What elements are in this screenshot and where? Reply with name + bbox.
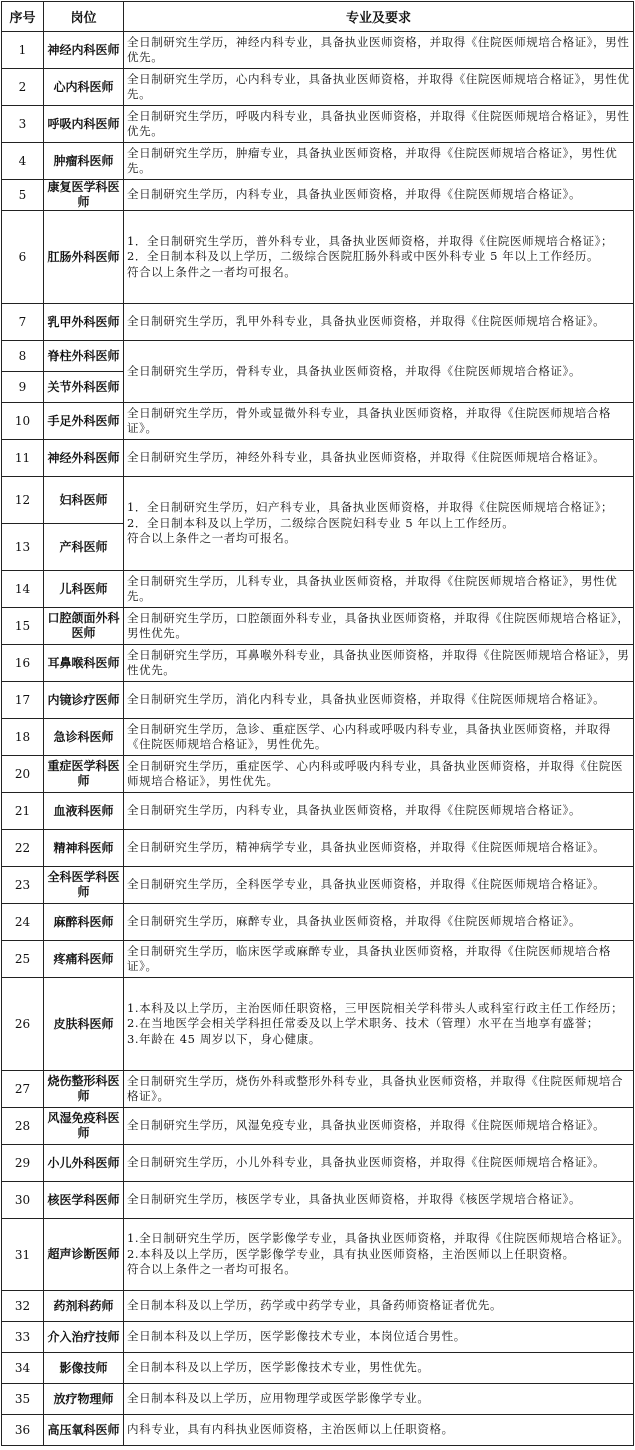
requirements-cell (124, 941, 634, 978)
header-no: 序号 (2, 2, 44, 32)
requirements-cell (124, 403, 634, 440)
requirement-line: 全日制研究生学历，呼吸内科专业，具备执业医师资格，并取得《住院医师规培合格证》，男性优先。 (127, 108, 630, 138)
position-name: 呼吸内科医师 (44, 106, 124, 143)
position-name: 心内科医师 (44, 69, 124, 106)
table-row (2, 403, 634, 440)
table-row (2, 1071, 634, 1108)
position-name: 放疗物理师 (44, 1384, 124, 1415)
row-number: 33 (2, 1322, 44, 1353)
row-number: 30 (2, 1182, 44, 1219)
table-row (2, 106, 634, 143)
row-number: 6 (2, 211, 44, 304)
position-name: 影像技师 (44, 1353, 124, 1384)
table-row (2, 978, 634, 1071)
position-name: 肿瘤科医师 (44, 143, 124, 180)
position-name: 药剂科药师 (44, 1291, 124, 1322)
row-number: 5 (2, 180, 44, 211)
row-number: 20 (2, 756, 44, 793)
requirement-line: 符合以上条件之一者均可报名。 (127, 1262, 297, 1277)
requirement-line: 全日制研究生学历，儿科专业，具备执业医师资格，并取得《住院医师规培合格证》，男性优先。 (127, 573, 618, 603)
table-row (2, 904, 634, 941)
requirements-cell (124, 1182, 634, 1219)
requirement-line: 全日制本科及以上学历，应用物理学或医学影像学专业。 (127, 1391, 430, 1406)
position-name: 儿科医师 (44, 571, 124, 608)
row-number: 1 (2, 32, 44, 69)
row-number: 11 (2, 440, 44, 477)
position-name: 血液科医师 (44, 793, 124, 830)
recruitment-table (1, 1, 634, 1446)
requirements-cell (124, 645, 634, 682)
table-row (2, 1322, 634, 1353)
requirement-line: 全日制本科及以上学历，医学影像技术专业，本岗位适合男性。 (127, 1329, 466, 1344)
position-name: 精神科医师 (44, 830, 124, 867)
row-number: 34 (2, 1353, 44, 1384)
requirement-line: 全日制研究生学历，精神病学专业，具备执业医师资格，并取得《住院医师规培合格证》。 (127, 840, 606, 855)
requirements-cell (124, 682, 634, 719)
requirements-cell (124, 978, 634, 1071)
row-number: 26 (2, 978, 44, 1071)
position-name: 麻醉科医师 (44, 904, 124, 941)
requirement-line: 全日制研究生学历，全科医学专业，具备执业医师资格，并取得《住院医师规培合格证》。 (127, 877, 606, 892)
position-name: 乳甲外科医师 (44, 304, 124, 341)
requirement-line: 1.全日制研究生学历，医学影像学专业，具备执业医师资格，并取得《住院医师规培合格证》。 (127, 1231, 630, 1246)
position-name: 口腔颌面外科医师 (44, 608, 124, 645)
requirements-cell (124, 867, 634, 904)
position-name: 康复医学科医师 (44, 180, 124, 211)
position-name: 小儿外科医师 (44, 1145, 124, 1182)
row-number: 8 (2, 341, 44, 372)
requirement-line: 全日制研究生学历，骨科专业，具备执业医师资格，并取得《住院医师规培合格证》。 (127, 363, 582, 378)
requirements-cell (124, 211, 634, 304)
position-name: 急诊科医师 (44, 719, 124, 756)
table-row (2, 477, 634, 524)
requirement-line: 全日制研究生学历，肿瘤专业，具备执业医师资格，并取得《住院医师规培合格证》，男性优先。 (127, 145, 618, 175)
row-number: 13 (2, 524, 44, 571)
position-name: 内镜诊疗医师 (44, 682, 124, 719)
requirement-line: 符合以上条件之一者均可报名。 (127, 531, 297, 546)
row-number: 14 (2, 571, 44, 608)
position-name: 皮肤科医师 (44, 978, 124, 1071)
table-row (2, 1415, 634, 1446)
position-name: 疼痛科医师 (44, 941, 124, 978)
requirement-line: 全日制研究生学历，麻醉专业，具备执业医师资格，并取得《住院医师规培合格证》。 (127, 914, 582, 929)
table-row (2, 143, 634, 180)
position-name: 肛肠外科医师 (44, 211, 124, 304)
requirement-line: 内科专业，具有内科执业医师资格，主治医师以上任职资格。 (127, 1422, 454, 1437)
requirements-cell (124, 1108, 634, 1145)
header-requirements: 专业及要求 (124, 2, 634, 32)
requirement-line: 全日制研究生学历，小儿外科专业，具备执业医师资格，并取得《住院医师规培合格证》。 (127, 1155, 606, 1170)
table-header-row (2, 2, 634, 32)
requirement-line: 2.在当地医学会相关学科担任常委及以上学术职务、技术（管理）水平在当地享有盛誉； (127, 1016, 599, 1031)
requirements-cell (124, 1384, 634, 1415)
position-name: 核医学科医师 (44, 1182, 124, 1219)
requirement-line: 1．全日制研究生学历，妇产科专业，具备执业医师资格，并取得《住院医师规培合格证》； (127, 500, 614, 515)
requirements-cell (124, 1322, 634, 1353)
requirements-cell (124, 571, 634, 608)
row-number: 18 (2, 719, 44, 756)
table-row (2, 682, 634, 719)
requirements-cell (124, 69, 634, 106)
table-row (2, 69, 634, 106)
requirement-line: 全日制研究生学历，口腔颌面外科专业，具备执业医师资格，并取得《住院医师规培合格证》，男性优先。 (127, 610, 630, 640)
table-row (2, 180, 634, 211)
row-number: 28 (2, 1108, 44, 1145)
requirements-cell (124, 904, 634, 941)
requirements-cell (124, 304, 634, 341)
table-row (2, 1353, 634, 1384)
table-row (2, 1384, 634, 1415)
row-number: 9 (2, 372, 44, 403)
table-row (2, 719, 634, 756)
requirement-line: 全日制研究生学历，内科专业，具备执业医师资格，并取得《住院医师规培合格证》。 (127, 187, 582, 202)
table-row (2, 941, 634, 978)
row-number: 24 (2, 904, 44, 941)
requirement-line: 全日制研究生学历，内科专业，具备执业医师资格，并取得《住院医师规培合格证》。 (127, 803, 582, 818)
requirements-cell (124, 756, 634, 793)
requirements-cell (124, 1291, 634, 1322)
requirement-line: 全日制研究生学历，急诊、重症医学、心内科或呼吸内科专业，具备执业医师资格，并取得《住院医师规培合格证》，男性优先。 (127, 721, 611, 751)
requirement-line: 全日制本科及以上学历，医学影像技术专业，男性优先。 (127, 1360, 430, 1375)
row-number: 7 (2, 304, 44, 341)
requirements-cell (124, 1219, 634, 1291)
requirement-line: 2．全日制本科及以上学历，二级综合医院妇科专业 5 年以上工作经历。 (127, 515, 515, 530)
table-row (2, 1182, 634, 1219)
requirements-cell (124, 608, 634, 645)
row-number: 10 (2, 403, 44, 440)
table-body (2, 32, 634, 1446)
table-row (2, 1291, 634, 1322)
table-row (2, 304, 634, 341)
position-name: 神经内科医师 (44, 32, 124, 69)
requirement-line: 全日制研究生学历，烧伤外科或整形外科专业，具备执业医师资格，并取得《住院医师规培合格证》。 (127, 1073, 624, 1103)
requirement-line: 全日制研究生学历，心内科专业，具备执业医师资格，并取得《住院医师规培合格证》，男性优先。 (127, 71, 630, 101)
requirement-line: 1.本科及以上学历，主治医师任职资格，三甲医院相关学科带头人或科室行政主任工作经历； (127, 1000, 624, 1015)
row-number: 4 (2, 143, 44, 180)
requirements-cell (124, 793, 634, 830)
requirements-cell (124, 1353, 634, 1384)
requirements-cell (124, 32, 634, 69)
row-number: 22 (2, 830, 44, 867)
requirements-cell (124, 719, 634, 756)
requirements-cell (124, 1071, 634, 1108)
position-name: 超声诊断医师 (44, 1219, 124, 1291)
requirements-cell (124, 106, 634, 143)
table-row (2, 32, 634, 69)
row-number: 35 (2, 1384, 44, 1415)
position-name: 重症医学科医师 (44, 756, 124, 793)
table-row (2, 341, 634, 372)
table-row (2, 867, 634, 904)
requirement-line: 全日制研究生学历，核医学专业，具备执业医师资格，并取得《核医学规培合格证》。 (127, 1192, 582, 1207)
requirement-line: 全日制研究生学历，消化内科专业，具备执业医师资格，并取得《住院医师规培合格证》。 (127, 692, 606, 707)
row-number: 23 (2, 867, 44, 904)
requirement-line: 全日制研究生学历，神经内科专业，具备执业医师资格，并取得《住院医师规培合格证》，男性优先。 (127, 34, 630, 64)
table-row (2, 756, 634, 793)
requirement-line: 1．全日制研究生学历，普外科专业，具备执业医师资格，并取得《住院医师规培合格证》； (127, 233, 614, 248)
position-name: 神经外科医师 (44, 440, 124, 477)
table-row (2, 793, 634, 830)
row-number: 16 (2, 645, 44, 682)
requirements-cell (124, 440, 634, 477)
table-row (2, 571, 634, 608)
position-name: 耳鼻喉科医师 (44, 645, 124, 682)
position-name: 烧伤整形科医师 (44, 1071, 124, 1108)
table-row (2, 1219, 634, 1291)
row-number: 12 (2, 477, 44, 524)
position-name: 高压氧科医师 (44, 1415, 124, 1446)
requirements-cell (124, 143, 634, 180)
requirement-line: 3.年龄在 45 周岁以下，身心健康。 (127, 1031, 321, 1046)
requirement-line: 全日制研究生学历，重症医学、心内科或呼吸内科专业，具备执业医师资格，并取得《住院医师规培合格证》，男性优先。 (127, 758, 624, 788)
requirement-line: 全日制研究生学历，风湿免疫专业，具备执业医师资格，并取得《住院医师规培合格证》。 (127, 1118, 606, 1133)
position-name: 脊柱外科医师 (44, 341, 124, 372)
requirements-cell (124, 341, 634, 403)
requirements-cell (124, 1415, 634, 1446)
position-name: 产科医师 (44, 524, 124, 571)
header-position: 岗位 (44, 2, 124, 32)
position-name: 妇科医师 (44, 477, 124, 524)
row-number: 32 (2, 1291, 44, 1322)
table-row (2, 830, 634, 867)
row-number: 29 (2, 1145, 44, 1182)
requirement-line: 全日制研究生学历，骨外或显微外科专业，具备执业医师资格，并取得《住院医师规培合格证》。 (127, 405, 611, 435)
table-row (2, 440, 634, 477)
row-number: 25 (2, 941, 44, 978)
requirements-cell (124, 477, 634, 571)
position-name: 手足外科医师 (44, 403, 124, 440)
row-number: 3 (2, 106, 44, 143)
table-row (2, 1108, 634, 1145)
position-name: 关节外科医师 (44, 372, 124, 403)
requirements-cell (124, 830, 634, 867)
table-row (2, 211, 634, 304)
requirement-line: 2.本科及以上学历，医学影像学专业，具有执业医师资格，主治医师以上任职资格。 (127, 1246, 575, 1261)
row-number: 31 (2, 1219, 44, 1291)
requirement-line: 全日制研究生学历，神经外科专业，具备执业医师资格，并取得《住院医师规培合格证》。 (127, 450, 606, 465)
requirement-line: 全日制研究生学历，临床医学或麻醉专业，具备执业医师资格，并取得《住院医师规培合格证》。 (127, 943, 611, 973)
requirements-cell (124, 180, 634, 211)
row-number: 21 (2, 793, 44, 830)
requirements-cell (124, 1145, 634, 1182)
table-row (2, 1145, 634, 1182)
row-number: 15 (2, 608, 44, 645)
position-name: 全科医学科医师 (44, 867, 124, 904)
row-number: 17 (2, 682, 44, 719)
requirement-line: 全日制本科及以上学历，药学或中药学专业，具备药师资格证者优先。 (127, 1298, 503, 1313)
requirement-line: 符合以上条件之一者均可报名。 (127, 264, 297, 279)
requirement-line: 2．全日制本科及以上学历，二级综合医院肛肠外科或中医外科专业 5 年以上工作经历。 (127, 249, 600, 264)
requirement-line: 全日制研究生学历，乳甲外科专业，具备执业医师资格，并取得《住院医师规培合格证》。 (127, 314, 606, 329)
position-name: 风湿免疫科医师 (44, 1108, 124, 1145)
row-number: 27 (2, 1071, 44, 1108)
requirement-line: 全日制研究生学历，耳鼻喉外科专业，具备执业医师资格，并取得《住院医师规培合格证》，男性优先。 (127, 647, 630, 677)
table-row (2, 608, 634, 645)
table-row (2, 645, 634, 682)
position-name: 介入治疗技师 (44, 1322, 124, 1353)
row-number: 36 (2, 1415, 44, 1446)
row-number: 2 (2, 69, 44, 106)
